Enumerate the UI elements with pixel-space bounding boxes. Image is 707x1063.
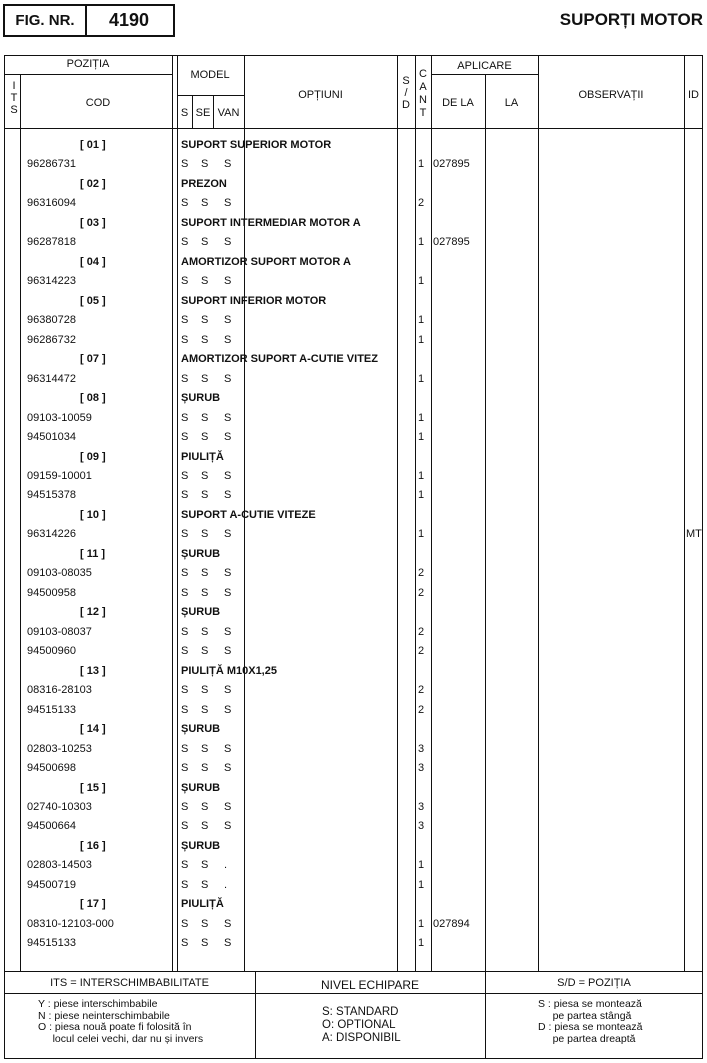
part-code: 94515133 — [27, 937, 76, 950]
grid-line — [4, 971, 703, 972]
quantity: 1 — [418, 158, 425, 171]
model-s-flag: S — [181, 684, 189, 697]
position-header-row — [4, 175, 703, 194]
position-number: [ 08 ] — [80, 392, 106, 405]
model-s-flag: S — [181, 742, 189, 755]
model-se-flag: S — [201, 800, 209, 813]
col-de-la: DE LA — [442, 97, 474, 109]
model-van-flag: S — [224, 431, 232, 444]
part-code: 09159-10001 — [27, 469, 92, 482]
model-van-flag: S — [224, 800, 232, 813]
legend-sd — [538, 999, 642, 1045]
legend-nivel-title: NIVEL ECHIPARE — [320, 978, 420, 992]
part-row — [4, 311, 703, 330]
quantity: 2 — [418, 567, 425, 580]
quantity: 3 — [418, 742, 425, 755]
part-row — [4, 856, 703, 875]
model-van-flag: S — [224, 820, 232, 833]
part-row — [4, 194, 703, 213]
part-row — [4, 428, 703, 447]
part-name: ȘURUB — [181, 781, 221, 794]
model-se-flag: S — [201, 411, 209, 424]
position-number: [ 04 ] — [80, 255, 106, 268]
col-sd-letter: D — [402, 99, 410, 111]
model-s-flag: S — [181, 567, 189, 580]
legend-sd-title: S/D = POZIȚIA — [557, 977, 631, 989]
part-name: ȘURUB — [181, 723, 221, 736]
position-number: [ 03 ] — [80, 216, 106, 229]
position-header-row — [4, 545, 703, 564]
part-row — [4, 370, 703, 389]
legend-its-title: ITS = INTERSCHIMBABILITATE — [50, 977, 209, 989]
part-row — [4, 486, 703, 505]
position-number: [ 09 ] — [80, 450, 106, 463]
col-model-van: VAN — [217, 107, 240, 119]
part-row — [4, 409, 703, 428]
model-se-flag: S — [201, 703, 209, 716]
model-s-flag: S — [181, 197, 189, 210]
legend-line: O : piesa nouă poate fi folosită în — [38, 1021, 192, 1033]
position-header-row — [4, 136, 703, 155]
quantity: 1 — [418, 333, 425, 346]
model-se-flag: S — [201, 762, 209, 775]
col-model: MODEL — [190, 69, 230, 81]
position-header-row — [4, 350, 703, 369]
part-code: 08316-28103 — [27, 684, 92, 697]
grid-line — [4, 74, 172, 75]
col-cant-letter: C — [419, 68, 427, 80]
model-van-flag: S — [224, 625, 232, 638]
model-van-flag: S — [224, 333, 232, 346]
legend-line: S : piesa se montează — [538, 998, 642, 1010]
part-code: 96286731 — [27, 158, 76, 171]
model-s-flag: S — [181, 859, 189, 872]
model-se-flag: S — [201, 917, 209, 930]
col-cant-letter: T — [419, 107, 427, 119]
model-s-flag: S — [181, 372, 189, 385]
part-code: 02803-10253 — [27, 742, 92, 755]
quantity: 1 — [418, 411, 425, 424]
position-header-row — [4, 662, 703, 681]
col-model-se: SE — [195, 107, 211, 119]
model-se-flag: S — [201, 645, 209, 658]
model-van-flag: . — [224, 878, 228, 891]
legend-its — [38, 999, 203, 1045]
quantity: 1 — [418, 859, 425, 872]
part-code: 94500958 — [27, 586, 76, 599]
quantity: 2 — [418, 586, 425, 599]
part-row — [4, 564, 703, 583]
model-se-flag: S — [201, 820, 209, 833]
part-code: 94500698 — [27, 762, 76, 775]
part-name: SUPORT SUPERIOR MOTOR — [181, 139, 332, 151]
part-code: 96380728 — [27, 314, 76, 327]
col-sd — [397, 75, 415, 111]
figure-label: FIG. NR. — [5, 6, 87, 35]
part-row — [4, 915, 703, 934]
legend-line: Y : piese interschimbabile — [38, 998, 158, 1010]
quantity: 1 — [418, 528, 425, 541]
model-s-flag: S — [181, 703, 189, 716]
col-its-letter: T — [10, 92, 18, 104]
model-s-flag: S — [181, 469, 189, 482]
legend-line: O: OPTIONAL — [322, 1019, 396, 1031]
model-van-flag: S — [224, 314, 232, 327]
part-name: ȘURUB — [181, 839, 221, 852]
part-row — [4, 331, 703, 350]
model-s-flag: S — [181, 800, 189, 813]
part-code: 02740-10303 — [27, 800, 92, 813]
part-code: 96287818 — [27, 236, 76, 249]
position-number: [ 17 ] — [80, 898, 106, 911]
model-van-flag: S — [224, 645, 232, 658]
part-code: 09103-08037 — [27, 625, 92, 638]
grid-line — [177, 95, 244, 96]
model-se-flag: S — [201, 158, 209, 171]
position-number: [ 01 ] — [80, 139, 106, 151]
grid-line — [4, 128, 703, 129]
part-code: 08310-12103-000 — [27, 917, 114, 930]
applicable-from: 027895 — [433, 158, 470, 171]
position-header-row — [4, 895, 703, 914]
quantity: 1 — [418, 917, 425, 930]
position-number: [ 02 ] — [80, 177, 106, 190]
model-se-flag: S — [201, 586, 209, 599]
figure-number-box — [3, 4, 175, 37]
model-s-flag: S — [181, 625, 189, 638]
col-observatii: OBSERVAȚII — [578, 89, 644, 101]
legend-line: pe partea dreaptă — [538, 1032, 636, 1045]
model-van-flag: S — [224, 937, 232, 950]
legend-line: S: STANDARD — [322, 1006, 399, 1018]
position-header-row — [4, 837, 703, 856]
col-cant-letter: N — [419, 94, 427, 106]
position-header-row — [4, 506, 703, 525]
model-se-flag: S — [201, 937, 209, 950]
legend-line: N : piese neinterschimbabile — [38, 1009, 170, 1022]
position-header-row — [4, 292, 703, 311]
part-row — [4, 467, 703, 486]
col-cod: COD — [85, 97, 111, 109]
part-code: 09103-08035 — [27, 567, 92, 580]
model-s-flag: S — [181, 489, 189, 502]
position-number: [ 07 ] — [80, 353, 106, 366]
model-se-flag: S — [201, 567, 209, 580]
model-van-flag: S — [224, 762, 232, 775]
quantity: 1 — [418, 469, 425, 482]
applicable-from: 027895 — [433, 236, 470, 249]
part-row — [4, 817, 703, 836]
col-id: ID — [688, 89, 699, 101]
model-se-flag: S — [201, 684, 209, 697]
model-s-flag: S — [181, 333, 189, 346]
model-van-flag: . — [224, 859, 228, 872]
model-s-flag: S — [181, 236, 189, 249]
col-model-s: S — [180, 107, 189, 119]
model-van-flag: S — [224, 489, 232, 502]
col-sd-letter: S — [402, 75, 410, 87]
part-code: 96286732 — [27, 333, 76, 346]
part-code: 96316094 — [27, 197, 76, 210]
page-title: SUPORȚI MOTOR — [559, 10, 703, 29]
quantity: 3 — [418, 820, 425, 833]
model-se-flag: S — [201, 625, 209, 638]
quantity: 1 — [418, 236, 425, 249]
part-code: 96314472 — [27, 372, 76, 385]
col-its — [8, 80, 20, 116]
model-se-flag: S — [201, 333, 209, 346]
model-s-flag: S — [181, 314, 189, 327]
part-name: AMORTIZOR SUPORT A-CUTIE VITEZ — [181, 353, 378, 366]
col-aplicare: APLICARE — [457, 60, 512, 72]
part-code: 96314226 — [27, 528, 76, 541]
part-row — [4, 798, 703, 817]
position-header-row — [4, 214, 703, 233]
model-se-flag: S — [201, 372, 209, 385]
part-name: SUPORT INTERMEDIAR MOTOR A — [181, 216, 361, 229]
model-van-flag: S — [224, 684, 232, 697]
part-row — [4, 272, 703, 291]
col-cant — [415, 68, 431, 120]
model-se-flag: S — [201, 878, 209, 891]
part-row — [4, 525, 703, 544]
model-s-flag: S — [181, 275, 189, 288]
quantity: 1 — [418, 937, 425, 950]
part-row — [4, 876, 703, 895]
part-name: ȘURUB — [181, 392, 221, 405]
part-row — [4, 934, 703, 953]
quantity: 1 — [418, 314, 425, 327]
position-number: [ 10 ] — [80, 508, 106, 521]
model-van-flag: S — [224, 469, 232, 482]
part-name: PIULIȚĂ M10X1,25 — [181, 664, 277, 677]
col-sd-letter: / — [404, 87, 408, 99]
quantity: 3 — [418, 800, 425, 813]
part-row — [4, 642, 703, 661]
col-la: LA — [504, 97, 519, 109]
model-s-flag: S — [181, 586, 189, 599]
quantity: 2 — [418, 197, 425, 210]
part-name: ȘURUB — [181, 606, 221, 619]
position-header-row — [4, 779, 703, 798]
part-name: AMORTIZOR SUPORT MOTOR A — [181, 255, 351, 268]
part-row — [4, 759, 703, 778]
part-code: 94500664 — [27, 820, 76, 833]
col-pozitia: POZIȚIA — [66, 58, 110, 70]
position-number: [ 16 ] — [80, 839, 106, 852]
part-code: 94500960 — [27, 645, 76, 658]
col-its-letter: S — [10, 104, 18, 116]
model-s-flag: S — [181, 158, 189, 171]
part-name: PREZON — [181, 177, 227, 190]
part-code: 94500719 — [27, 878, 76, 891]
figure-number: 4190 — [108, 10, 150, 30]
position-number: [ 15 ] — [80, 781, 106, 794]
model-van-flag: S — [224, 703, 232, 716]
part-row — [4, 701, 703, 720]
position-number: [ 12 ] — [80, 606, 106, 619]
model-se-flag: S — [201, 469, 209, 482]
model-se-flag: S — [201, 528, 209, 541]
grid-line — [4, 993, 703, 994]
model-se-flag: S — [201, 275, 209, 288]
position-header-row — [4, 253, 703, 272]
quantity: 1 — [418, 489, 425, 502]
col-its-letter: I — [12, 80, 16, 92]
legend-line: A: DISPONIBIL — [322, 1032, 401, 1044]
model-se-flag: S — [201, 197, 209, 210]
quantity: 1 — [418, 431, 425, 444]
model-van-flag: S — [224, 158, 232, 171]
model-s-flag: S — [181, 411, 189, 424]
position-number: [ 13 ] — [80, 664, 106, 677]
applicable-from: 027894 — [433, 917, 470, 930]
part-row — [4, 740, 703, 759]
model-van-flag: S — [224, 411, 232, 424]
part-row — [4, 233, 703, 252]
quantity: 2 — [418, 625, 425, 638]
part-code: 02803-14503 — [27, 859, 92, 872]
model-van-flag: S — [224, 528, 232, 541]
model-se-flag: S — [201, 489, 209, 502]
model-s-flag: S — [181, 431, 189, 444]
model-s-flag: S — [181, 762, 189, 775]
quantity: 2 — [418, 684, 425, 697]
part-code: 09103-10059 — [27, 411, 92, 424]
quantity: 1 — [418, 878, 425, 891]
model-van-flag: S — [224, 275, 232, 288]
model-van-flag: S — [224, 236, 232, 249]
model-van-flag: S — [224, 567, 232, 580]
part-name: SUPORT A-CUTIE VITEZE — [181, 508, 316, 521]
quantity: 2 — [418, 703, 425, 716]
quantity: 1 — [418, 275, 425, 288]
part-code: 96314223 — [27, 275, 76, 288]
position-number: [ 14 ] — [80, 723, 106, 736]
part-id: MT — [686, 528, 702, 541]
model-se-flag: S — [201, 742, 209, 755]
model-van-flag: S — [224, 742, 232, 755]
position-header-row — [4, 603, 703, 622]
position-header-row — [4, 448, 703, 467]
legend-line: locul celei vechi, dar nu și invers — [38, 1032, 204, 1045]
legend-line: D : piesa se montează — [538, 1021, 643, 1033]
part-row — [4, 681, 703, 700]
model-s-flag: S — [181, 878, 189, 891]
col-optiuni: OPȚIUNI — [298, 89, 343, 101]
model-s-flag: S — [181, 937, 189, 950]
model-se-flag: S — [201, 236, 209, 249]
part-code: 94515378 — [27, 489, 76, 502]
part-code: 94515133 — [27, 703, 76, 716]
model-van-flag: S — [224, 917, 232, 930]
model-van-flag: S — [224, 372, 232, 385]
model-se-flag: S — [201, 859, 209, 872]
model-van-flag: S — [224, 197, 232, 210]
col-cant-letter: A — [419, 81, 427, 93]
part-row — [4, 155, 703, 174]
model-s-flag: S — [181, 645, 189, 658]
part-name: ȘURUB — [181, 547, 221, 560]
model-s-flag: S — [181, 917, 189, 930]
position-header-row — [4, 389, 703, 408]
position-number: [ 05 ] — [80, 294, 106, 307]
part-name: SUPORT INFERIOR MOTOR — [181, 294, 327, 307]
part-name: PIULIȚĂ — [181, 898, 224, 911]
quantity: 1 — [418, 372, 425, 385]
legend-nivel — [322, 1006, 401, 1045]
part-row — [4, 584, 703, 603]
quantity: 2 — [418, 645, 425, 658]
position-number: [ 11 ] — [80, 547, 106, 560]
model-s-flag: S — [181, 820, 189, 833]
part-code: 94501034 — [27, 431, 76, 444]
model-se-flag: S — [201, 314, 209, 327]
model-van-flag: S — [224, 586, 232, 599]
legend-line: pe partea stângă — [538, 1009, 632, 1022]
part-row — [4, 623, 703, 642]
part-name: PIULIȚĂ — [181, 450, 224, 463]
model-s-flag: S — [181, 528, 189, 541]
quantity: 3 — [418, 762, 425, 775]
model-se-flag: S — [201, 431, 209, 444]
position-header-row — [4, 720, 703, 739]
